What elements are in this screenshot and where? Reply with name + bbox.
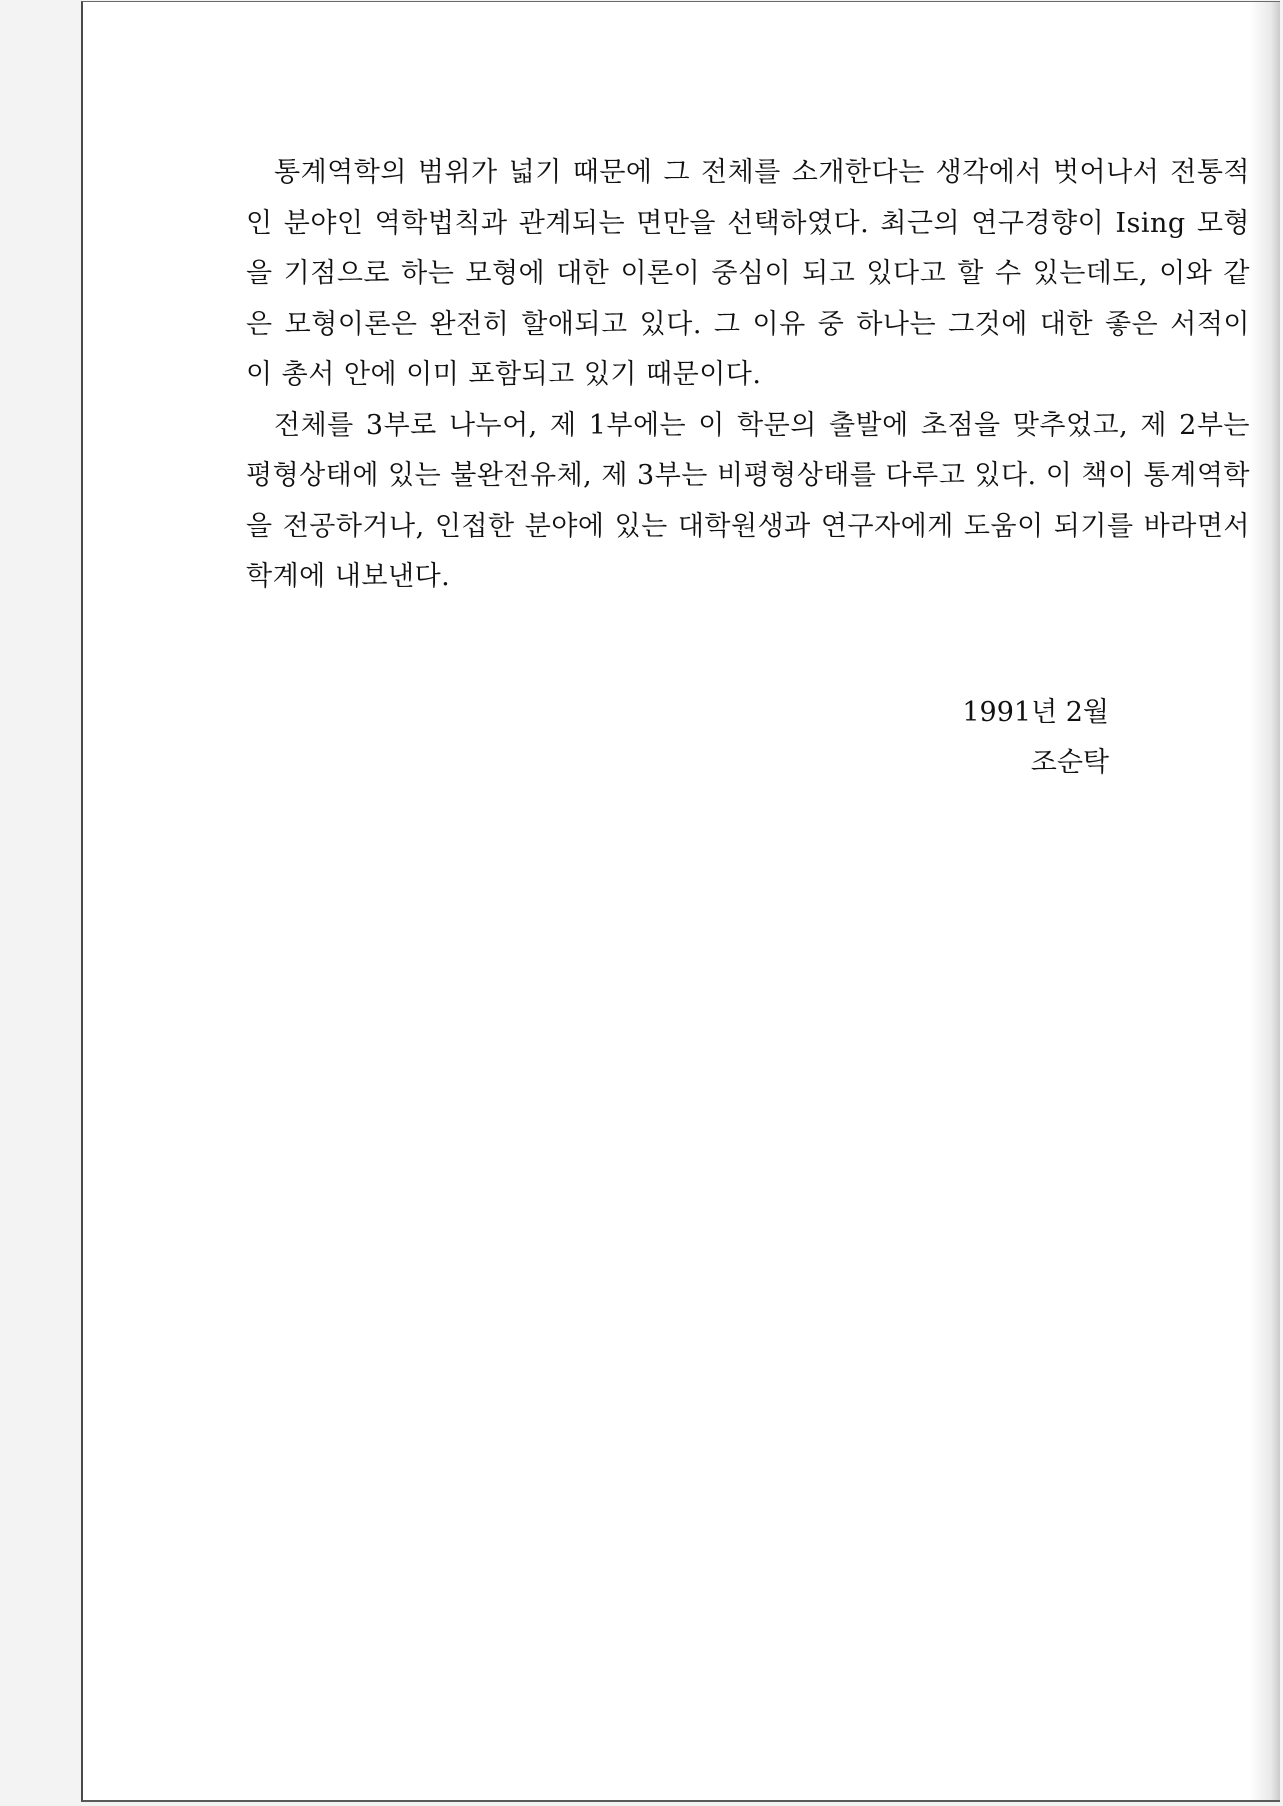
preface-body	[246, 148, 1250, 603]
book-page	[81, 1, 1280, 1802]
signature-block	[962, 688, 1109, 788]
page-edge-shadow	[1250, 2, 1280, 1800]
preface-paragraph-2: 전체를 3부로 나누어, 제 1부에는 이 학문의 출발에 초점을 맞추었고, 제 2부는 평형상태에 있는 불완전유체, 제 3부는 비평형상태를 다루고 있다. 이 책이 통계역학을 전공하거나, 인접한 분야에 있는 대학원생과 연구자에게 도움이 되기를 바라면서 학계에 내보낸다.	[246, 409, 1250, 592]
preface-date: 1991년 2월	[962, 697, 1109, 728]
preface-paragraph-1: 통계역학의 범위가 넓기 때문에 그 전체를 소개한다는 생각에서 벗어나서 전통적인 분야인 역학법칙과 관계되는 면만을 선택하였다. 최근의 연구경향이 Ising 모형을 기점으로 하는 모형에 대한 이론이 중심이 되고 있다고 할 수 있는데도, 이와 같은 모형이론은 완전히 할애되고 있다. 그 이유 중 하나는 그것에 대한 좋은 서적이 이 총서 안에 이미 포함되고 있기 때문이다.	[246, 157, 1250, 390]
author-name: 조순탁	[1030, 747, 1109, 778]
